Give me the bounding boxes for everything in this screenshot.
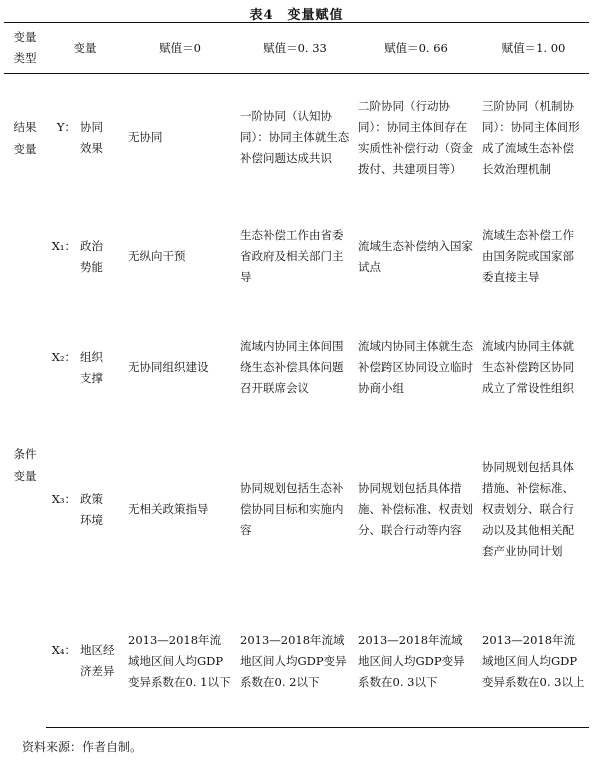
value-cell-066: 2013—2018年流域地区间人均GDP变异系数在0. 3以下 — [354, 596, 478, 728]
value-cell-100: 流域内协同主体就生态补偿跨区协同成立了常设性组织 — [482, 339, 574, 395]
group-outcome-cell — [4, 74, 46, 202]
value-cell-066: 二阶协同（行动协同）：协同主体间存在实质性补偿行动（资金拨付、共建项目等） — [358, 98, 473, 176]
value-cell-100: 协同规划包括具体措施、补偿标准、权责划分、联合行动以及其他相关配套产业协同计划 — [482, 460, 574, 558]
value-cell-100: 流域生态补偿工作由国务院或国家部委直接主导 — [482, 228, 574, 284]
value-cell-033: 2013—2018年流域地区间人均GDP变异系数在0. 2以下 — [236, 596, 354, 728]
group-condition-label: 条件 变量 — [13, 446, 37, 483]
header-row — [4, 23, 589, 74]
variable-cell — [46, 202, 124, 312]
header-type-text: 变量 类型 — [13, 30, 37, 65]
header-value-033: 赋值＝0. 33 — [236, 23, 354, 74]
table-row — [4, 596, 589, 728]
source-note: 资料来源：作者自制。 — [22, 740, 143, 754]
value-cell-100: 2013—2018年流域地区间人均GDP变异系数在0. 3以上 — [478, 596, 589, 728]
header-type — [4, 23, 46, 74]
value-cell-0: 无纵向干预 — [128, 249, 186, 263]
group-outcome-label: 结果 变量 — [13, 119, 37, 156]
group-condition-cell — [4, 202, 46, 728]
variable-cell — [46, 424, 124, 596]
variable-label: 组织 支撑 — [80, 349, 103, 385]
header-value-0: 赋值＝0 — [124, 23, 236, 74]
table-row — [4, 202, 589, 312]
variable-label: 协同 效果 — [80, 119, 103, 155]
value-cell-033: 生态补偿工作由省委省政府及相关部门主导 — [240, 228, 344, 284]
variable-symbol: X₄： — [51, 643, 76, 658]
value-cell-033: 流域内协同主体间围绕生态补偿具体问题召开联席会议 — [240, 339, 344, 395]
value-cell-0: 无相关政策指导 — [128, 502, 209, 516]
variable-cell — [46, 74, 124, 202]
value-cell-0: 无协同 — [128, 130, 163, 145]
variable-symbol: X₁： — [51, 238, 76, 253]
table-row — [4, 74, 589, 202]
variable-cell — [46, 312, 124, 424]
value-cell-0: 无协同组织建设 — [128, 360, 209, 374]
value-cell-066: 流域生态补偿纳入国家试点 — [358, 238, 473, 274]
variable-symbol: X₂： — [51, 349, 76, 364]
value-cell-033: 一阶协同（认知协同）：协同主体就生态补偿问题达成共识 — [240, 109, 350, 166]
value-cell-0: 2013—2018年流域地区间人均GDP变异系数在0. 1以下 — [124, 596, 236, 728]
variable-symbol: Y： — [56, 119, 76, 134]
value-cell-066: 流域内协同主体就生态补偿跨区协同设立临时协商小组 — [358, 339, 473, 395]
variable-assignment-table — [4, 22, 589, 728]
value-cell-033: 协同规划包括生态补偿协同目标和实施内容 — [240, 481, 344, 537]
variable-cell — [46, 596, 124, 728]
table-row — [4, 424, 589, 596]
variable-label: 政策 环境 — [80, 491, 103, 527]
header-value-100: 赋值＝1. 00 — [478, 23, 589, 74]
table-title: 表4 变量赋值 — [249, 8, 344, 23]
table-row — [4, 312, 589, 424]
value-cell-066: 协同规划包括具体措施、补偿标准、权责划分、联合行动等内容 — [358, 481, 473, 537]
variable-symbol: X₃： — [51, 491, 76, 506]
variable-label: 地区经 济差异 — [80, 643, 115, 679]
variable-label: 政治 势能 — [80, 238, 103, 274]
header-value-066: 赋值＝0. 66 — [354, 23, 478, 74]
value-cell-100: 三阶协同（机制协同）：协同主体间形成了流域生态补偿长效治理机制 — [482, 98, 580, 176]
header-variable: 变量 — [46, 23, 124, 74]
